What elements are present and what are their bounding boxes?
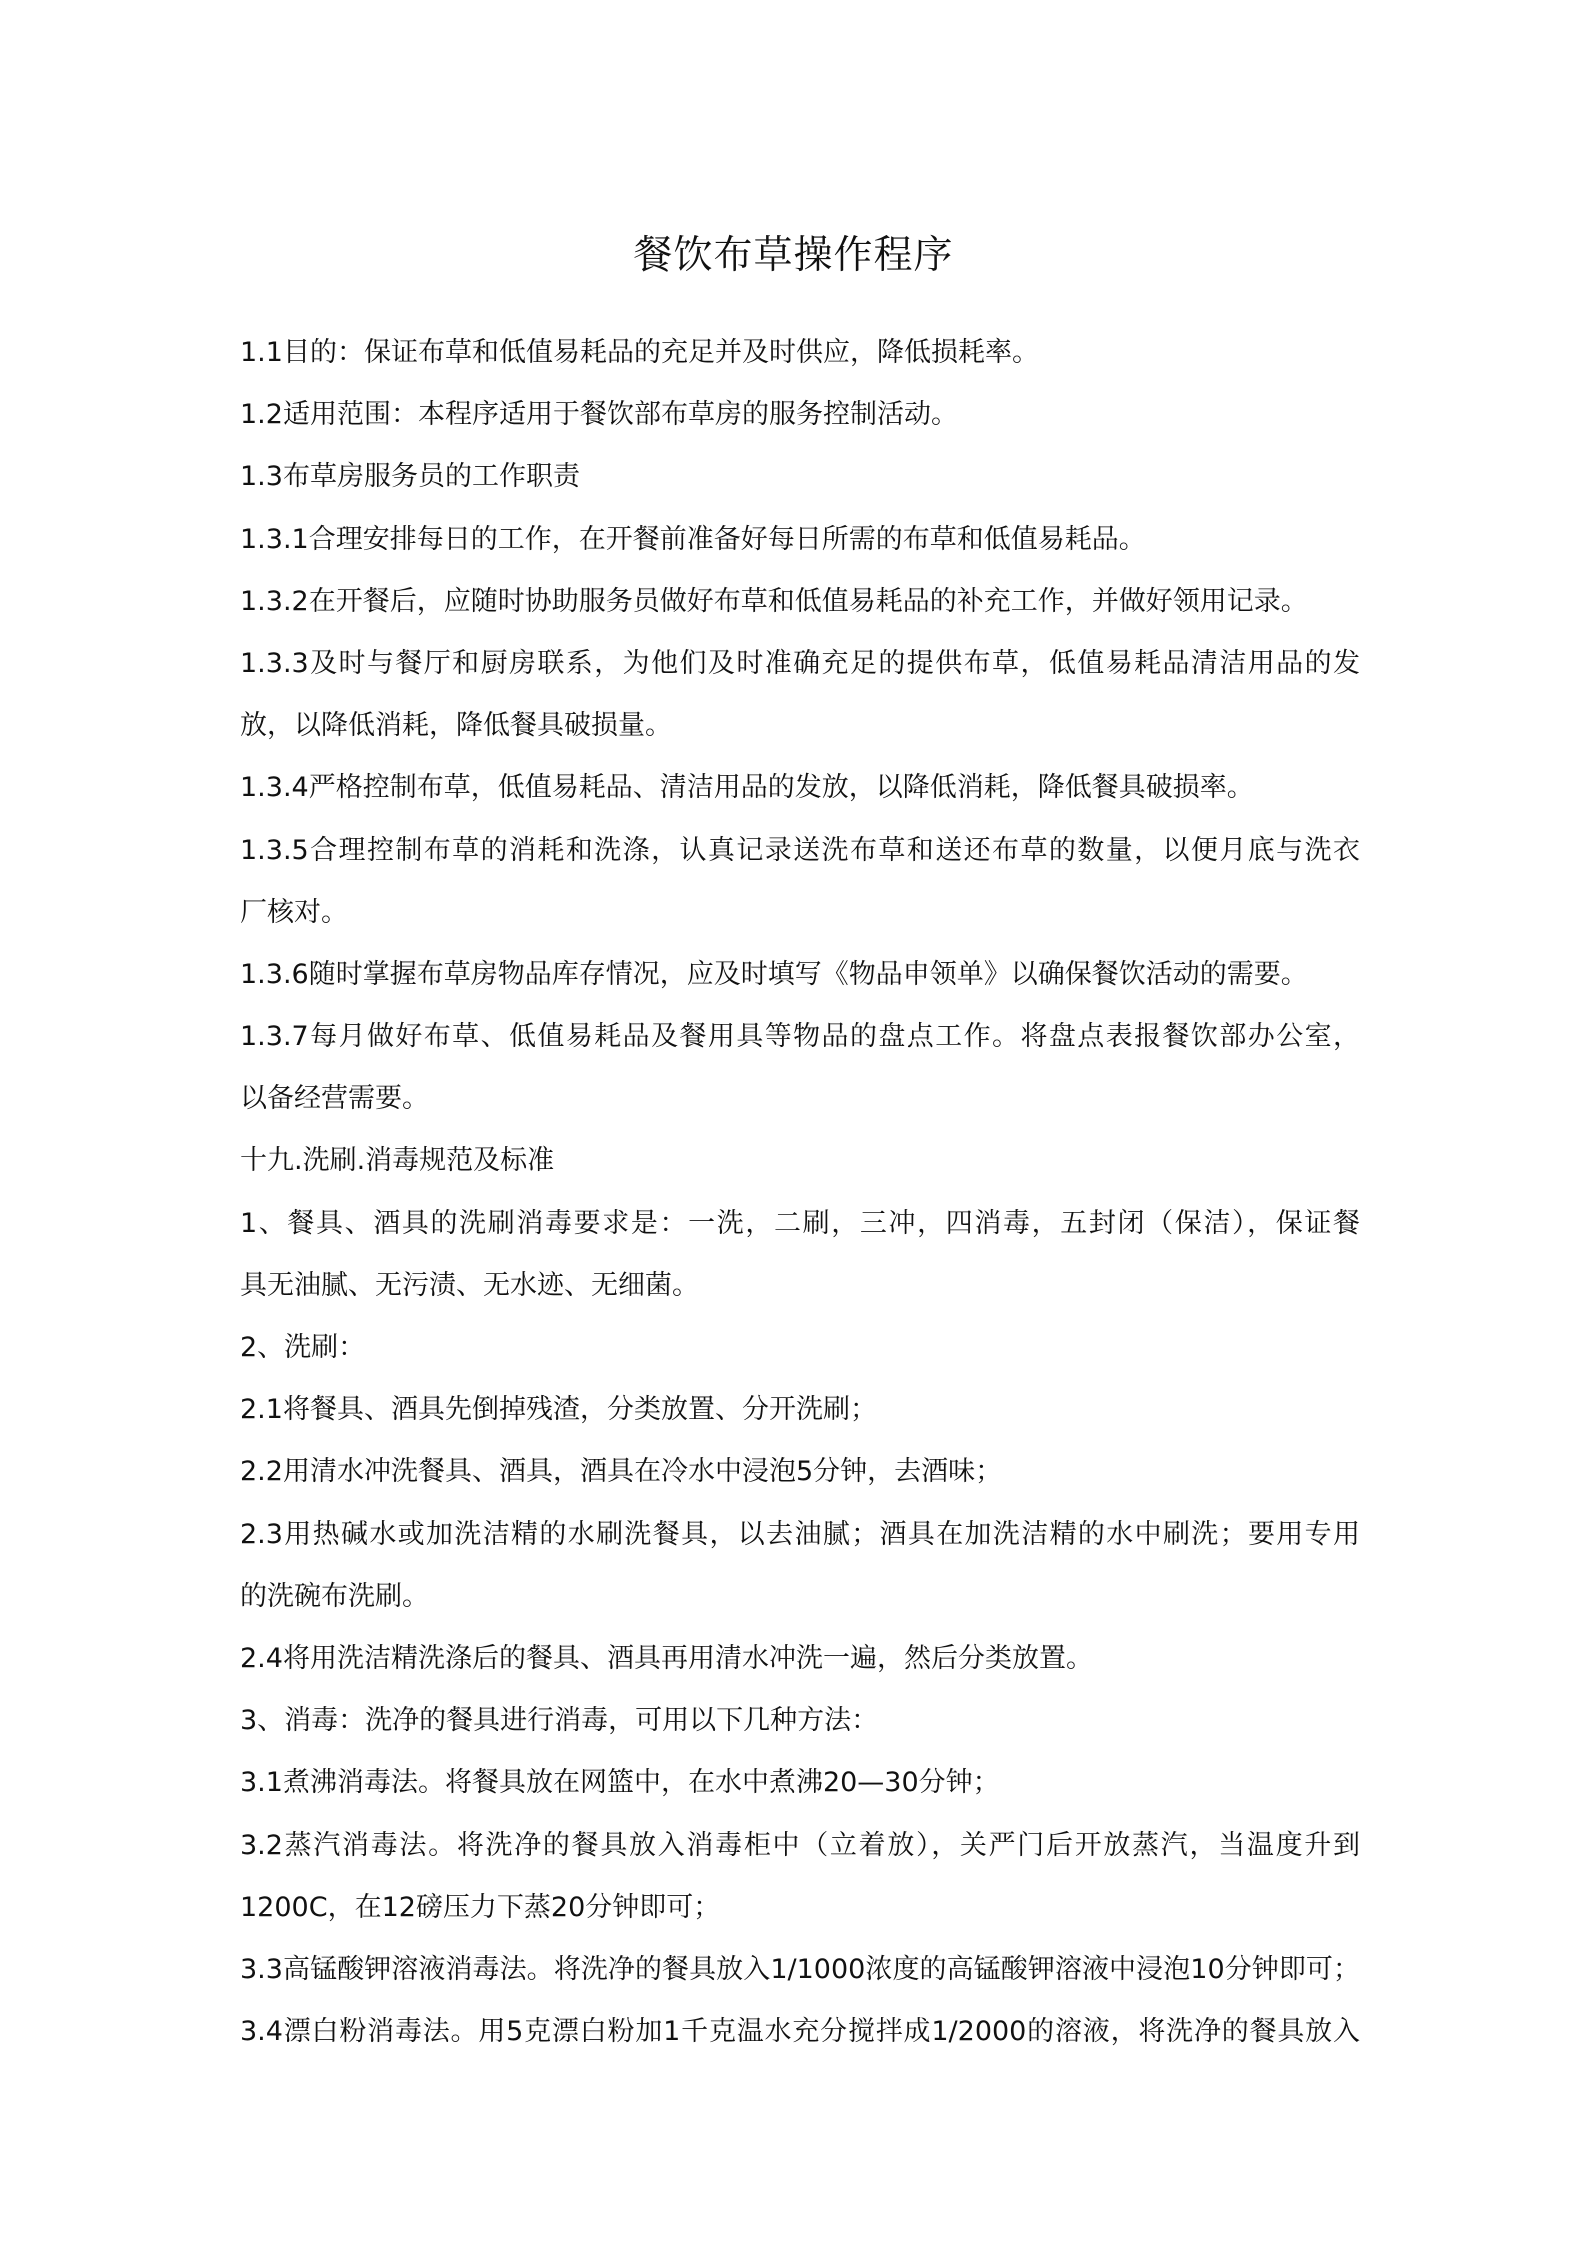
paragraph-line: 1.2适用范围：本程序适用于餐饮部布草房的服务控制活动。 [240,399,958,431]
paragraph-line: 2、洗刷： [240,1332,366,1363]
paragraph-line: 1.3.3及时与餐厅和厨房联系，为他们及时准确充足的提供布草，低值易耗品清洁用品的发 [240,647,1360,679]
paragraph-line: 2.2用清水冲洗餐具、酒具，酒具在冷水中浸泡5分钟，去酒味； [240,1456,1003,1488]
document-body [240,322,1360,2063]
paragraph-line: 1.3.2在开餐后，应随时协助服务员做好布草和低值易耗品的补充工作，并做好领用记录。 [240,585,1308,617]
paragraph-line: 1.3.4严格控制布草，低值易耗品、清洁用品的发放，以降低消耗，降低餐具破损率。 [240,772,1254,804]
paragraph-line: 1200C，在12磅压力下蒸20分钟即可； [240,1891,721,1923]
document-title: 餐饮布草操作程序 [633,233,954,278]
paragraph-line: 1.3.1合理安排每日的工作，在开餐前准备好每日所需的布草和低值易耗品。 [240,523,1146,555]
paragraph-line: 1.3.7每月做好布草、低值易耗品及餐用具等物品的盘点工作。将盘点表报餐饮部办公室， [240,1021,1360,1053]
paragraph-line: 2.1将餐具、酒具先倒掉残渣，分类放置、分开洗刷； [240,1394,877,1426]
paragraph-line: 以备经营需要。 [240,1083,429,1115]
paragraph-line: 3.3高锰酸钾溶液消毒法。将洗净的餐具放入1/1000浓度的高锰酸钾溶液中浸泡10分钟即可； [240,1953,1360,1985]
paragraph-line: 厂核对。 [240,896,348,928]
paragraph-line: 具无油腻、无污渍、无水迹、无细菌。 [240,1269,699,1301]
paragraph-line: 3.2蒸汽消毒法。将洗净的餐具放入消毒柜中（立着放），关严门后开放蒸汽，当温度升到 [240,1829,1360,1861]
paragraph-line: 3.1煮沸消毒法。将餐具放在网篮中，在水中煮沸20—30分钟； [240,1767,1000,1799]
paragraph-line: 1.3.6随时掌握布草房物品库存情况，应及时填写《物品申领单》以确保餐饮活动的需要。 [240,958,1308,990]
paragraph-line: 3.4漂白粉消毒法。用5克漂白粉加1千克温水充分搅拌成1/2000的溶液，将洗净的餐具放入 [240,2016,1360,2048]
paragraph-line: 2.4将用洗洁精洗涤后的餐具、酒具再用清水冲洗一遍，然后分类放置。 [240,1642,1093,1674]
paragraph-line: 3、消毒：洗净的餐具进行消毒，可用以下几种方法： [240,1705,879,1737]
paragraph-line: 的洗碗布洗刷。 [240,1580,429,1612]
paragraph-line: 放，以降低消耗，降低餐具破损量。 [240,710,672,742]
paragraph-line: 1、餐具、酒具的洗刷消毒要求是：一洗，二刷，三冲，四消毒，五封闭（保洁），保证餐 [240,1207,1360,1239]
paragraph-line: 1.1目的：保证布草和低值易耗品的充足并及时供应，降低损耗率。 [240,337,1039,368]
paragraph-line: 1.3.5合理控制布草的消耗和洗涤，认真记录送洗布草和送还布草的数量，以便月底与洗衣 [240,834,1360,866]
section-heading: 十九.洗刷.消毒规范及标准 [240,1145,555,1177]
paragraph-line: 1.3布草房服务员的工作职责 [240,461,580,493]
paragraph-line: 2.3用热碱水或加洗洁精的水刷洗餐具，以去油腻；酒具在加洗洁精的水中刷洗；要用专用 [240,1518,1360,1550]
